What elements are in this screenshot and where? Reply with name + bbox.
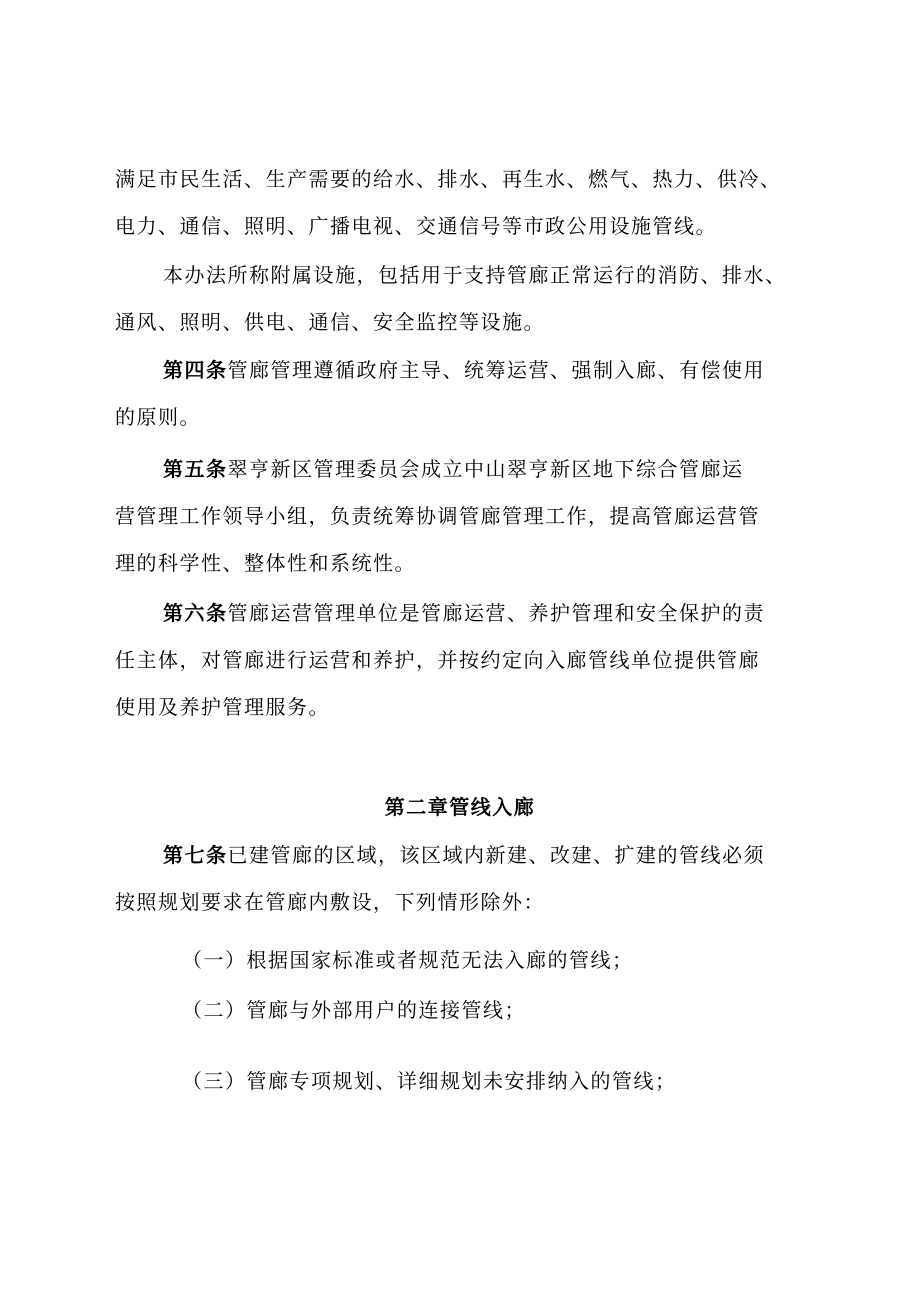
paragraph-pipeline-types [115, 156, 815, 250]
text-line [115, 446, 815, 493]
article-label: 第四条 [163, 358, 228, 382]
text-line: 任主体，对管廊进行运营和养护，并按约定向入廊管线单位提供管廊 [115, 648, 760, 672]
text-line [115, 590, 815, 637]
list-item: （二）管廊与外部用户的连接管线； [182, 998, 526, 1022]
article-text: 已建管廊的区域，该区域内新建、改建、扩建的管线必须 [227, 843, 765, 867]
text-line [115, 347, 815, 394]
text-line: 使用及养护管理服务。 [115, 695, 330, 719]
text-line: 的原则。 [115, 405, 201, 429]
text-line: 满足市民生活、生产需要的给水、排水、再生水、燃气、热力、供冷、 [115, 167, 782, 191]
article-text: 翠亨新区管理委员会成立中山翠亨新区地下综合管廊运 [227, 457, 744, 481]
text-line: 按照规划要求在管廊内敷设，下列情形除外： [115, 890, 545, 914]
text-line: 本办法所称附属设施，包括用于支持管廊正常运行的消防、排水、 [163, 263, 787, 287]
article-6 [115, 590, 815, 731]
text-line: 通风、照明、供电、通信、安全监控等设施。 [115, 310, 545, 334]
article-4 [115, 347, 815, 441]
list-item: （三）管廊专项规划、详细规划未安排纳入的管线； [182, 1069, 677, 1093]
text-line: 电力、通信、照明、广播电视、交通信号等市政公用设施管线。 [115, 214, 717, 238]
text-line: 理的科学性、整体性和系统性。 [115, 551, 416, 575]
article-label: 第五条 [163, 457, 228, 481]
paragraph-ancillary-facilities [115, 252, 815, 346]
article-text: 管廊管理遵循政府主导、统筹运营、强制入廊、有偿使用 [227, 358, 765, 382]
chapter-title: 第二章管线入廊 [384, 795, 536, 819]
article-text: 管廊运营管理单位是管廊运营、养护管理和安全保护的责 [227, 601, 765, 625]
article-7 [115, 832, 815, 926]
article-5 [115, 446, 815, 587]
text-line [115, 832, 815, 879]
text-line: 营管理工作领导小组，负责统筹协调管廊管理工作，提高管廊运营管 [115, 504, 760, 528]
article-label: 第七条 [163, 843, 228, 867]
article-label: 第六条 [163, 601, 228, 625]
list-item: （一）根据国家标准或者规范无法入廊的管线； [182, 948, 634, 972]
